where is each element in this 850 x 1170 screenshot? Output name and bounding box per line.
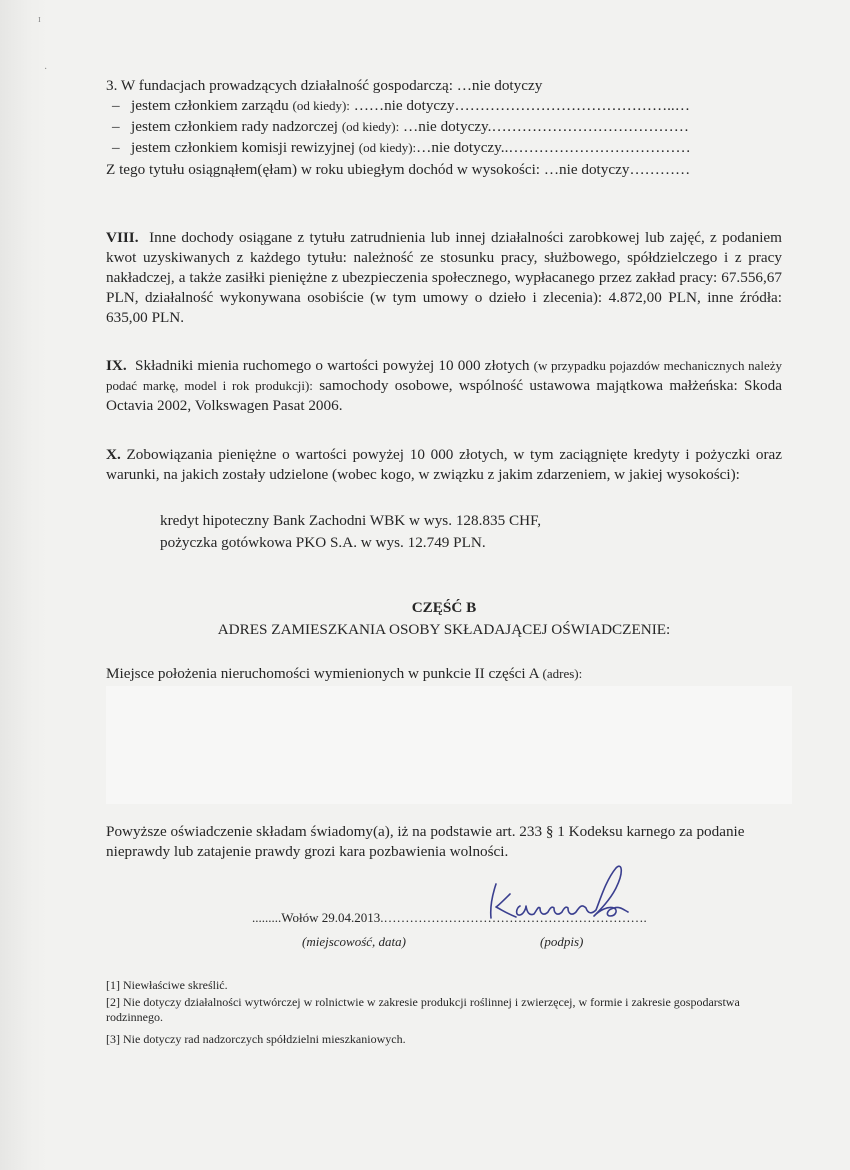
location-text: Miejsce położenia nieruchomości wymienionych w punkcie II części A — [106, 665, 539, 682]
dash: – — [112, 139, 120, 156]
declaration-text: Powyższe oświadczenie składam świadomy(a), iż na podstawie art. 233 § 1 Kodeksu karnego za podanie nieprawdy lub zatajenie prawdy grozi kara pozbawienia wolności. — [106, 823, 745, 860]
scan-mark: · — [44, 64, 48, 75]
line-value: …nie dotyczy.………………………………… — [399, 118, 689, 135]
footnote — [106, 1032, 782, 1047]
line-value: ……nie dotyczy……………………………………..… — [349, 97, 690, 114]
footnote — [106, 978, 782, 993]
scan-mark: ɪ — [38, 14, 41, 25]
section-text: Zobowiązania pieniężne o wartości powyżej 10 000 złotych, w tym zaciągnięte kredyty i pożyczki oraz warunki, na jakich zostały udzielone (wobec kogo, w związku z jakim zdarzeniem, w jakiej wysokości): — [106, 446, 783, 483]
footnote-text: Niewłaściwe skreślić. — [123, 978, 228, 992]
line-text: jestem członkiem zarządu — [130, 97, 289, 114]
place-date-line: .........Wołów 29.04.2013.……………………………………………………. — [252, 910, 647, 925]
footnote-number: [1] — [106, 978, 120, 992]
liability-item: pożyczka gotówkowa PKO S.A. w wys. 12.749 PLN. — [160, 534, 486, 551]
section-number: VIII. — [106, 229, 139, 246]
section-text: Składniki mienia ruchomego o wartości powyżej 10 000 złotych — [135, 357, 530, 374]
signature-label: (podpis) — [540, 934, 584, 949]
section-number: X. — [106, 446, 121, 463]
line-paren: (od kiedy): — [341, 119, 400, 134]
handwritten-signature — [482, 860, 632, 924]
footnote-text: Nie dotyczy rad nadzorczych spółdzielni mieszkaniowych. — [123, 1032, 406, 1046]
redacted-address-area — [106, 686, 792, 804]
footnote-text: Nie dotyczy działalności wytwórczej w rolnictwie w zakresie produkcji roślinnej i zwierzęcej, w formie i zakresie gospodarstwa rodzinnego. — [106, 995, 740, 1024]
supervisory-board-line — [112, 117, 689, 137]
dash: – — [112, 118, 120, 135]
income-line: Z tego tytułu osiągnąłem(ęłam) w roku ubiegłym dochód w wysokości: …nie dotyczy………… — [106, 161, 691, 178]
section-text: samochody osobowe, wspólność ustawowa majątkowa małżeńska: Skoda Octavia 2002, Volkswagen Pasat 2006. — [106, 377, 782, 414]
liability-item: kredyt hipoteczny Bank Zachodni WBK w wys. 128.835 CHF, — [160, 512, 542, 529]
scanned-page-edge — [0, 0, 48, 1170]
part-b-title — [106, 598, 782, 618]
line-value: …nie dotyczy..……………………………… — [416, 139, 691, 156]
board-member-line — [112, 96, 690, 116]
location-paren: (adres): — [542, 666, 583, 681]
part-b-subtitle: ADRES ZAMIESZKANIA OSOBY SKŁADAJĄCEJ OŚWIADCZENIE: — [217, 621, 671, 638]
foundations-line: 3. W fundacjach prowadzących działalność gospodarczą: …nie dotyczy — [106, 77, 543, 94]
line-text: jestem członkiem rady nadzorczej — [130, 118, 339, 135]
place-date-label: (miejscowość, data) — [302, 934, 406, 949]
section-viii — [106, 228, 782, 328]
section-number: IX. — [106, 357, 127, 374]
property-location-line — [106, 664, 582, 684]
footnote — [106, 995, 782, 1025]
section-ix — [106, 356, 782, 416]
dash: – — [112, 97, 120, 114]
line-paren: (od kiedy): — [358, 140, 417, 155]
section-text: Inne dochody osiągane z tytułu zatrudnienia lub innej działalności zarobkowej lub zajęć, z podaniem kwot uzyskiwanych z każdego tytułu: należność ze stosunku pracy, służbowego, spółdzielczego i z pracy nakładczej, a także zasiłki pieniężne z ubezpieczenia społecznego, wypłacanego przez zakład pracy: 67.556,67 PLN, działalność wykonywana osobiście (w tym umowy o dzieło i zlecenia): 4.872,00 PLN, inne źródła: 635,00 PLN. — [106, 229, 782, 326]
line-text: jestem członkiem komisji rewizyjnej — [130, 139, 355, 156]
line-paren: (od kiedy): — [292, 98, 350, 113]
part-b-title-text: CZĘŚĆ B — [411, 599, 477, 616]
section-text-small: (w przypadku pojazdów mechanicznych należy podać markę, model i rok produkcji): — [106, 358, 782, 393]
footnote-number: [2] — [106, 995, 120, 1009]
audit-committee-line — [112, 138, 691, 158]
section-x — [106, 445, 782, 485]
footnote-number: [3] — [106, 1032, 120, 1046]
